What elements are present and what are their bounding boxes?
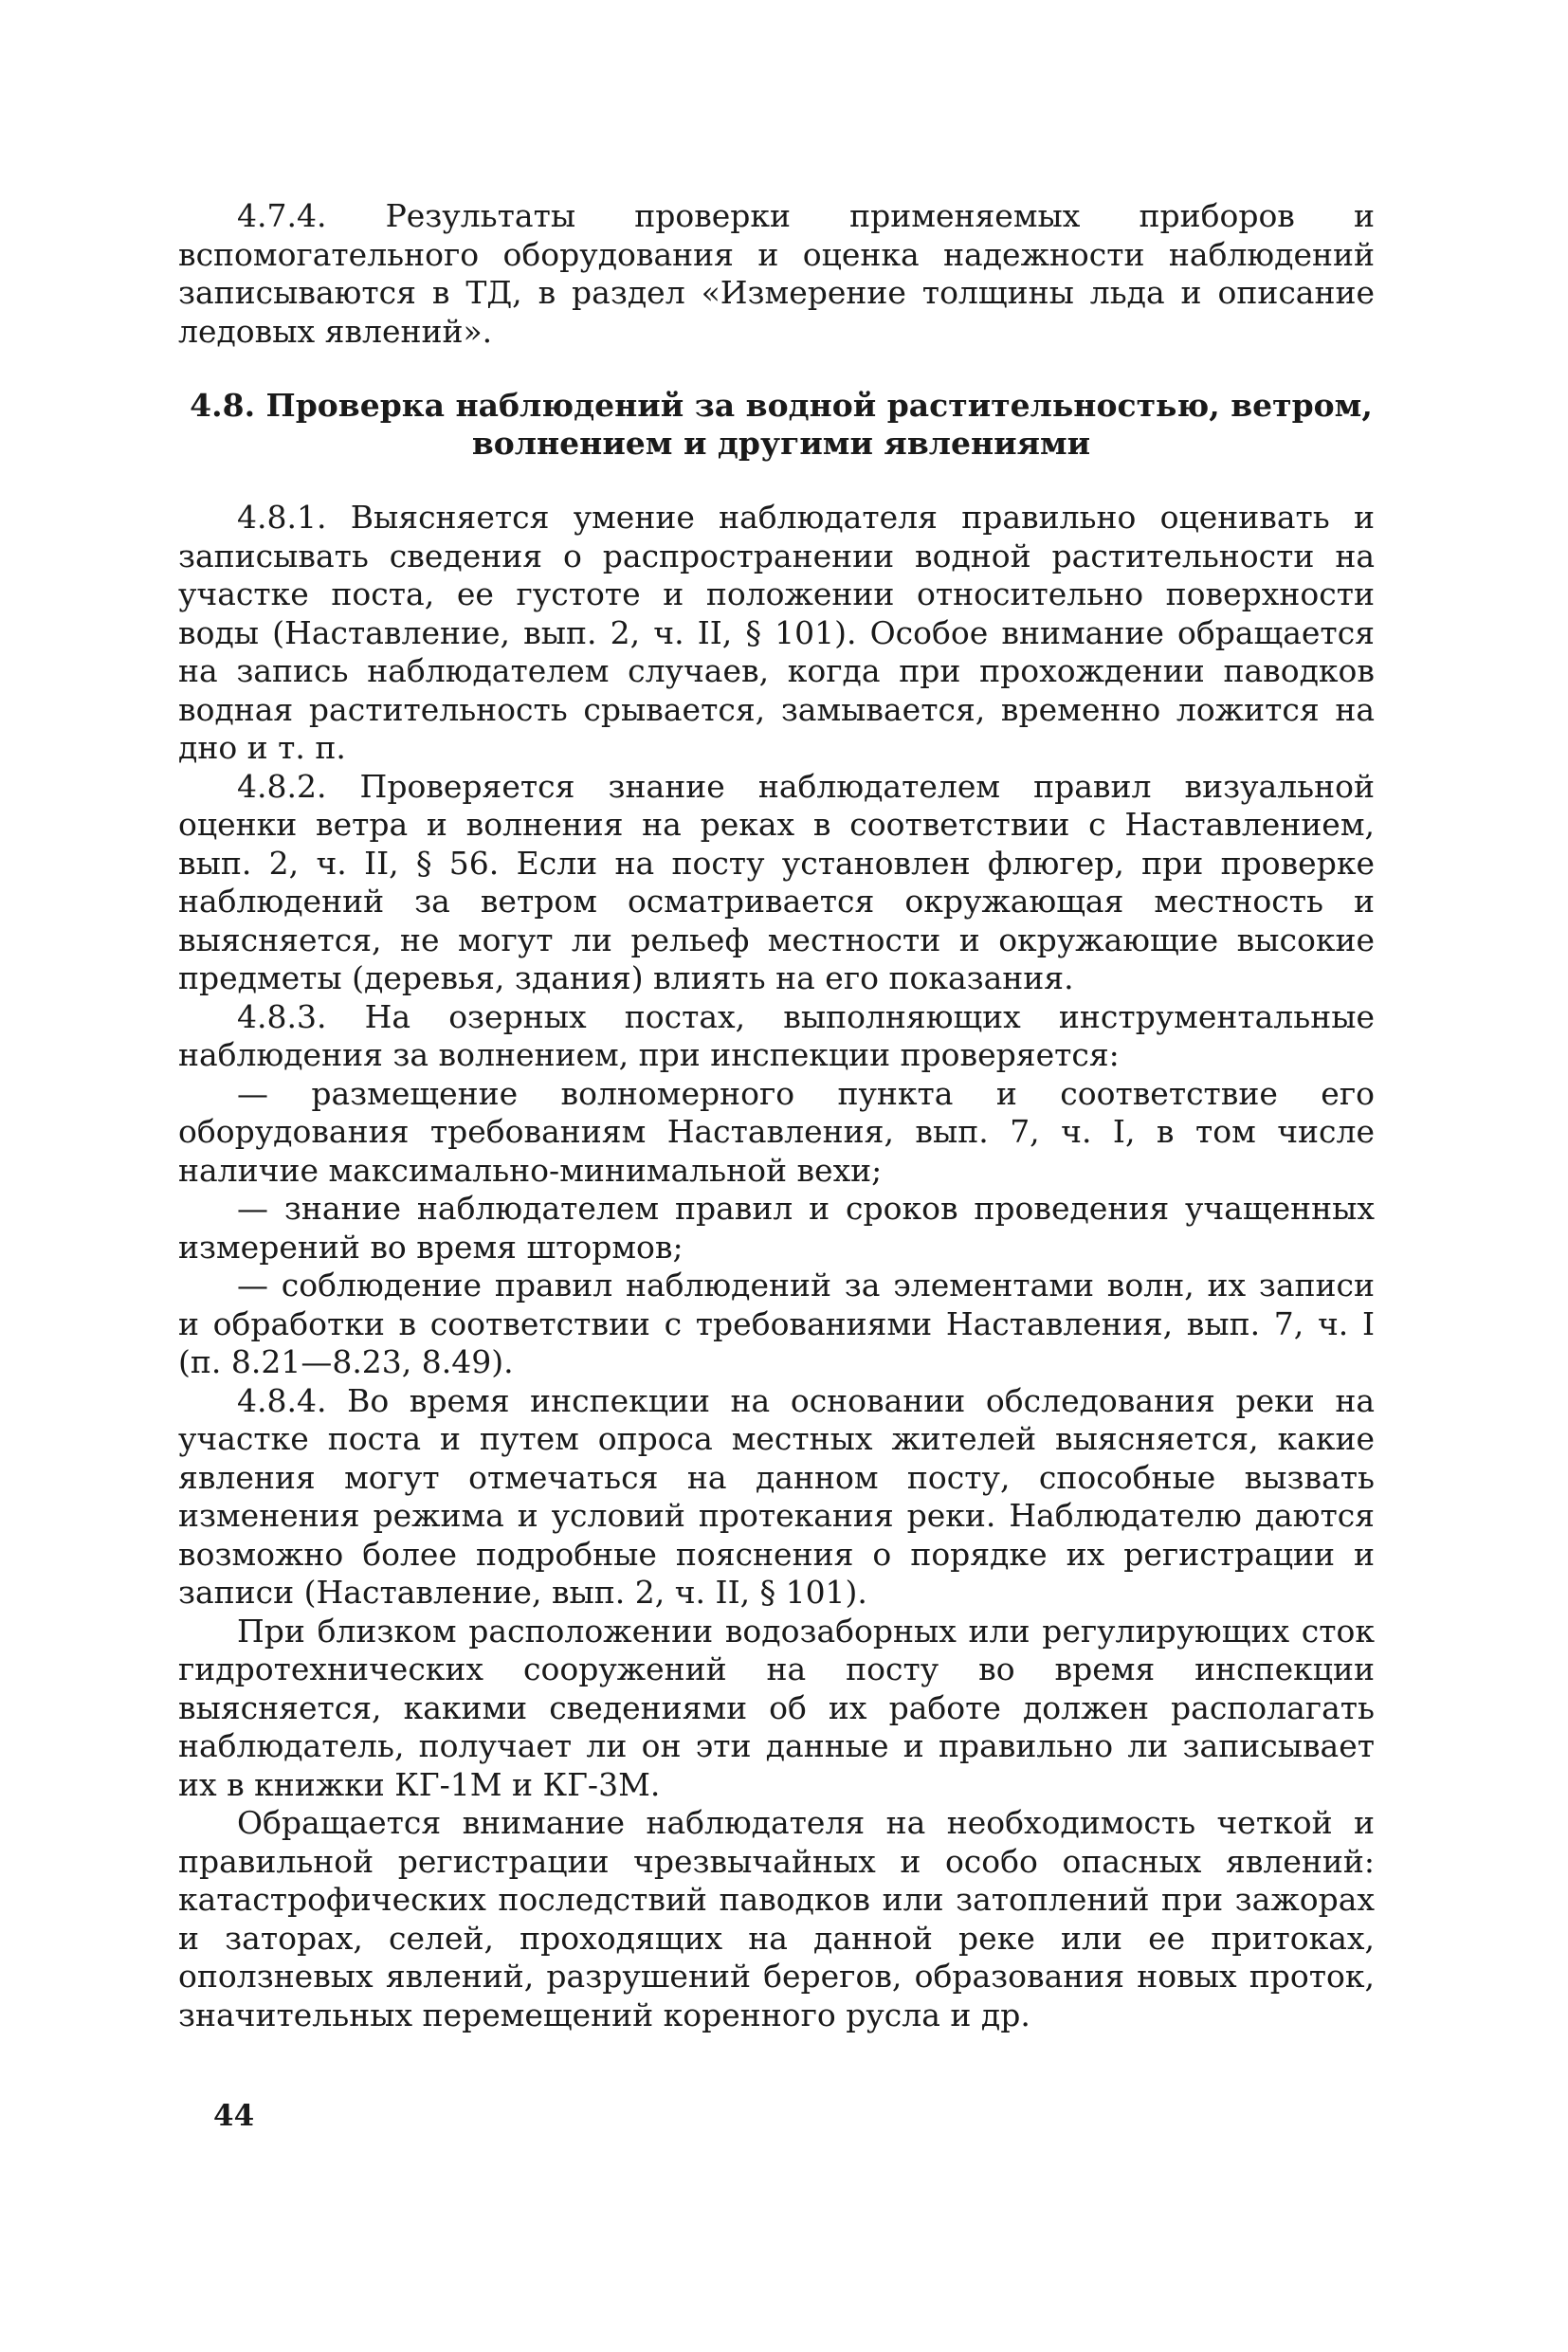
list-item-dash-1: — размещение волномерного пункта и соответствие его оборудования требованиям Наставления, вып. 7, ч. I, в том числе наличие максимально-минимальной вехи; <box>178 1074 1375 1189</box>
paragraph-4-8-3: 4.8.3. На озерных постах, выполняющих инструментальные наблюдения за волнением, при инспекции проверяется: <box>178 997 1375 1073</box>
paragraph-4-7-4: 4.7.4. Результаты проверки применяемых приборов и вспомогательного оборудования и оценка надежности наблюдений записываются в ТД, в раздел «Измерение толщины льда и описание ледовых явлений». <box>178 197 1375 350</box>
paragraph-water-intake: При близком расположении водозаборных или регулирующих сток гидротехнических сооружений на посту во время инспекции выясняется, какими сведениями об их работе должен располагать наблюдатель, получает ли он эти данные и правильно ли записывает их в книжки КГ-1М и КГ-3М. <box>178 1612 1375 1803</box>
list-item-dash-3: — соблюдение правил наблюдений за элементами волн, их записи и обработки в соответствии с требованиями Наставления, вып. 7, ч. I (п. 8.21—8.23, 8.49). <box>178 1267 1375 1380</box>
paragraph-4-8-2: 4.8.2. Проверяется знание наблюдателем правил визуальной оценки ветра и волнения на реках в соответствии с Наставлением, вып. 2, ч. II, § 56. Если на посту установлен флюгер, при проверке наблюдений за ветром осматривается окружающая местность и выясняется, не могут ли рельеф местности и окружающие высокие предметы (деревья, здания) влиять на его показания. <box>178 767 1375 996</box>
document-body <box>178 197 1375 2034</box>
list-item-dash-2: — знание наблюдателем правил и сроков проведения учащенных измерений во время штормов; <box>178 1190 1375 1266</box>
section-heading-4-8 <box>178 387 1375 463</box>
paragraph-4-8-1: 4.8.1. Выясняется умение наблюдателя правильно оценивать и записывать сведения о распространении водной растительности на участке поста, ее густоте и положении относительно поверхности воды (Наставление, вып. 2, ч. II, § 101). Особое внимание обращается на запись наблюдателем случаев, когда при прохождении паводков водная растительность срывается, замывается, временно ложится на дно и т. п. <box>178 499 1375 766</box>
page-number: 44 <box>213 2099 255 2133</box>
paragraph-4-8-4: 4.8.4. Во время инспекции на основании обследования реки на участке поста и путем опроса местных жителей выясняется, какие явления могут отмечаться на данном посту, способные вызвать изменения режима и условий протекания реки. Наблюдателю даются возможно более подробные пояснения о порядке их регистрации и записи (Наставление, вып. 2, ч. II, § 101). <box>178 1381 1375 1611</box>
section-heading-line-1: 4.8. Проверка наблюдений за водной растительностью, ветром, <box>190 387 1373 424</box>
paragraph-emergency-events: Обращается внимание наблюдателя на необходимость четкой и правильной регистрации чрезвычайных и особо опасных явлений: катастрофических последствий паводков или затоплений при зажорах и заторах, селей, проходящих на данной реке или ее притоках, оползневых явлений, разрушений берегов, образования новых проток, значительных перемещений коренного русла и др. <box>178 1804 1375 2033</box>
section-heading-line-2: волнением и другими явлениями <box>471 425 1091 462</box>
